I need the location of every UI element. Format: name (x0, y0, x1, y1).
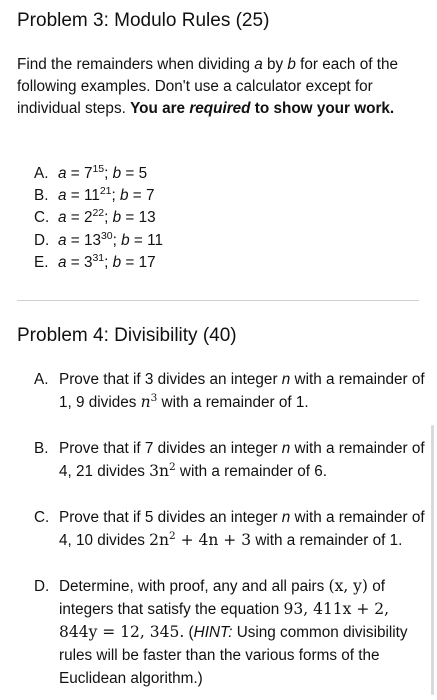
a-base: 7 (83, 165, 93, 182)
part-text: Prove that if 5 divides an integer (59, 509, 282, 526)
a-base: 13 (83, 231, 101, 249)
math-equation: 93, 411x + 2, 844y = 12, 345. (59, 600, 390, 641)
problem-4-title: Problem 4: Divisibility (40) (17, 325, 237, 346)
part-text: Determine, with proof, any and all pairs (59, 578, 329, 595)
part-c (34, 506, 426, 575)
emphasis-required: required (189, 99, 251, 117)
instructions-text: by (262, 56, 288, 73)
item-letter: A. (34, 165, 49, 182)
b-value: 13 (138, 209, 156, 227)
scrollbar[interactable] (431, 425, 434, 695)
variable-a: a (254, 56, 263, 73)
a-exponent: 22 (92, 207, 105, 220)
item-letter: C. (34, 509, 50, 526)
b-value: 11 (147, 231, 163, 249)
a-exponent: 15 (92, 163, 105, 175)
instructions-text: for each of the following examples. Don't use a calculator except for individual steps. (17, 56, 398, 117)
a-exponent: 31 (92, 251, 105, 264)
part-text: with a remainder of 1. (251, 532, 403, 549)
part-text: ( (184, 624, 194, 641)
math-expression: $2n^2 + 4n + 3$ (149, 530, 252, 549)
math-expression: $n^3$ (140, 392, 158, 411)
emphasis-text: to show your work. (250, 99, 395, 117)
a-base: 2 (83, 209, 93, 227)
example-item: B. $a = 11^{21}$; b = 7 (34, 185, 163, 207)
hint-label: HINT: (193, 624, 233, 641)
variable-n: n (281, 440, 291, 457)
part-d (34, 575, 426, 690)
example-item: E. $a = 3^{31}$; b = 17 (34, 252, 163, 274)
a-base: 3 (83, 253, 93, 271)
problem-3-title: Problem 3: Modulo Rules (25) (17, 10, 270, 31)
part-b (34, 437, 426, 506)
math-pair: (x, y) (328, 577, 368, 595)
a-base: 11 (83, 187, 100, 205)
item-letter: E. (34, 253, 49, 271)
instructions-text: Find the remainders when dividing (17, 56, 255, 73)
part-text: Prove that if 7 divides an integer (59, 440, 282, 457)
part-text: with a remainder of 1, 9 divides (59, 371, 425, 411)
problem-3-examples (34, 163, 163, 274)
part-text: with a remainder of 4, 10 divides (59, 509, 425, 549)
part-a (34, 368, 426, 437)
a-exponent: 30 (100, 229, 113, 242)
example-item: C. $a = 2^{22}$; b = 13 (34, 207, 163, 229)
part-text: with a remainder of 1. (157, 394, 309, 411)
example-item: A. $a = 7^{15}$; b = 5 (34, 163, 163, 185)
section-divider (17, 300, 419, 301)
b-value: 17 (138, 253, 156, 271)
item-letter: C. (34, 209, 50, 227)
part-text: with a remainder of 6. (175, 463, 328, 480)
part-text: Using common divisibility rules will be faster than the various forms of the Euclidean algorithm.) (59, 624, 408, 687)
item-letter: B. (34, 187, 49, 205)
part-text: Prove that if 3 divides an integer (59, 371, 282, 388)
b-value: 5 (138, 165, 148, 182)
item-letter: B. (34, 440, 49, 457)
part-text: with a remainder of 4, 21 divides (59, 440, 425, 480)
a-exponent: 21 (99, 185, 112, 198)
example-item: D. $a = 13^{30}$; b = 11 (34, 230, 163, 252)
variable-b: b (287, 56, 296, 73)
part-text: of integers that satisfy the equation (59, 578, 385, 618)
problem-4-parts (34, 368, 426, 690)
item-letter: A. (34, 371, 49, 388)
item-letter: D. (34, 578, 50, 595)
variable-n: n (281, 371, 291, 388)
problem-3-instructions (17, 54, 427, 119)
variable-n: n (281, 509, 291, 526)
b-value: 7 (145, 187, 155, 205)
item-letter: D. (34, 231, 50, 249)
emphasis-text: You are (130, 99, 190, 117)
math-expression: $3n^2$ (149, 461, 176, 480)
